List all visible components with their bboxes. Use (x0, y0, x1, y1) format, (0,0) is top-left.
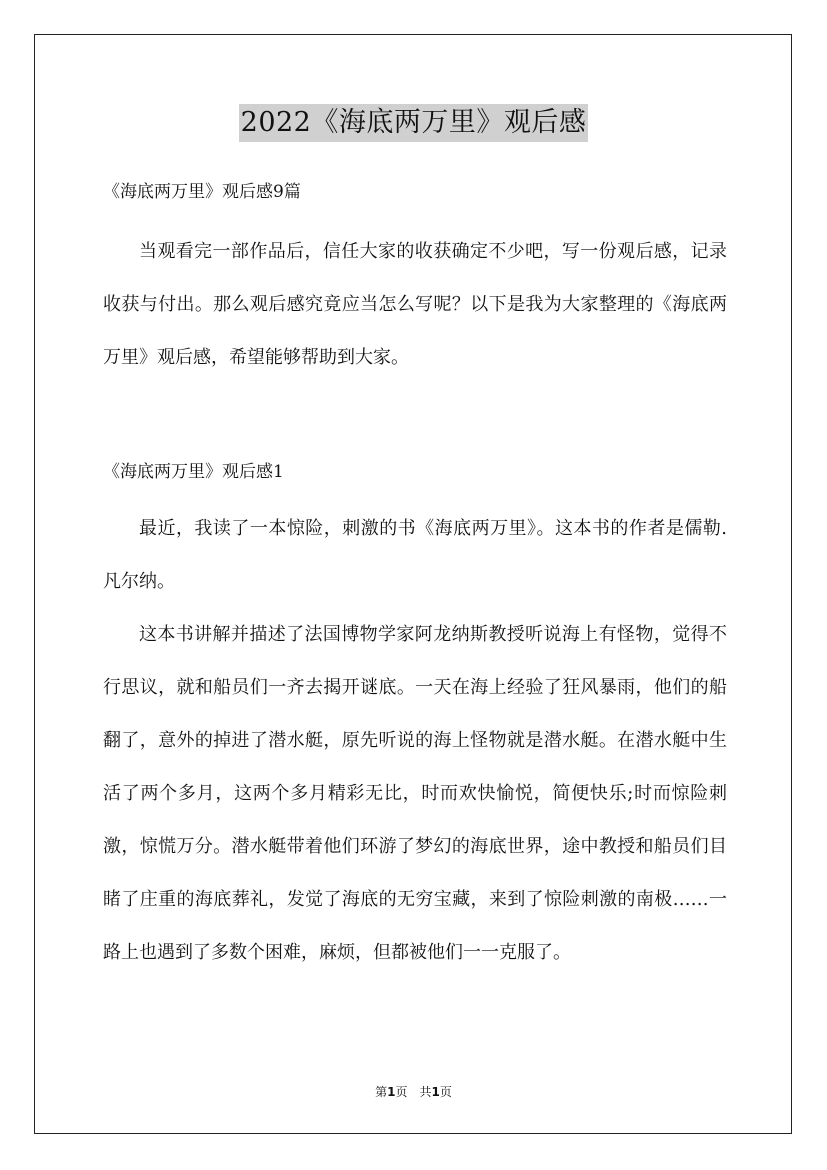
total-prefix: 共 (419, 1085, 432, 1099)
title-container (0, 104, 827, 142)
document-title: 2022《海底两万里》观后感 (239, 104, 589, 142)
page-footer (0, 1083, 827, 1101)
intro-paragraph: 当观看完一部作品后，信任大家的收获确定不少吧，写一份观后感，记录收获与付出。那么观后感究竟应当怎么写呢？以下是我为大家整理的《海底两万里》观后感，希望能够帮助到大家。 (103, 241, 727, 368)
total-pages: 1 (431, 1085, 440, 1099)
section-paragraph-1: 最近，我读了一本惊险，刺激的书《海底两万里》。这本书的作者是儒勒.凡尔纳。 (103, 518, 727, 592)
document-body (103, 174, 727, 979)
section-paragraph-2: 这本书讲解并描述了法国博物学家阿龙纳斯教授听说海上有怪物，觉得不行思议，就和船员们一齐去揭开谜底。一天在海上经验了狂风暴雨，他们的船翻了，意外的掉进了潜水艇，原先听说的海上怪物就是潜水艇。在潜水艇中生活了两个多月，这两个多月精彩无比，时而欢快愉悦，简便快乐;时而惊险刺激，惊慌万分。潜水艇带着他们环游了梦幻的海底世界，途中教授和船员们目睹了庄重的海底葬礼，发觉了海底的无穷宝藏，来到了惊险刺激的南极……一路上也遇到了多数个困难，麻烦，但都被他们一一克服了。 (103, 624, 727, 963)
document-subtitle: 《海底两万里》观后感9篇 (103, 182, 301, 202)
total-label: 页 (439, 1085, 452, 1099)
page-label: 页 (395, 1085, 408, 1099)
section-heading: 《海底两万里》观后感1 (103, 462, 284, 482)
page-number: 1 (387, 1085, 396, 1099)
page-prefix: 第 (375, 1085, 388, 1099)
